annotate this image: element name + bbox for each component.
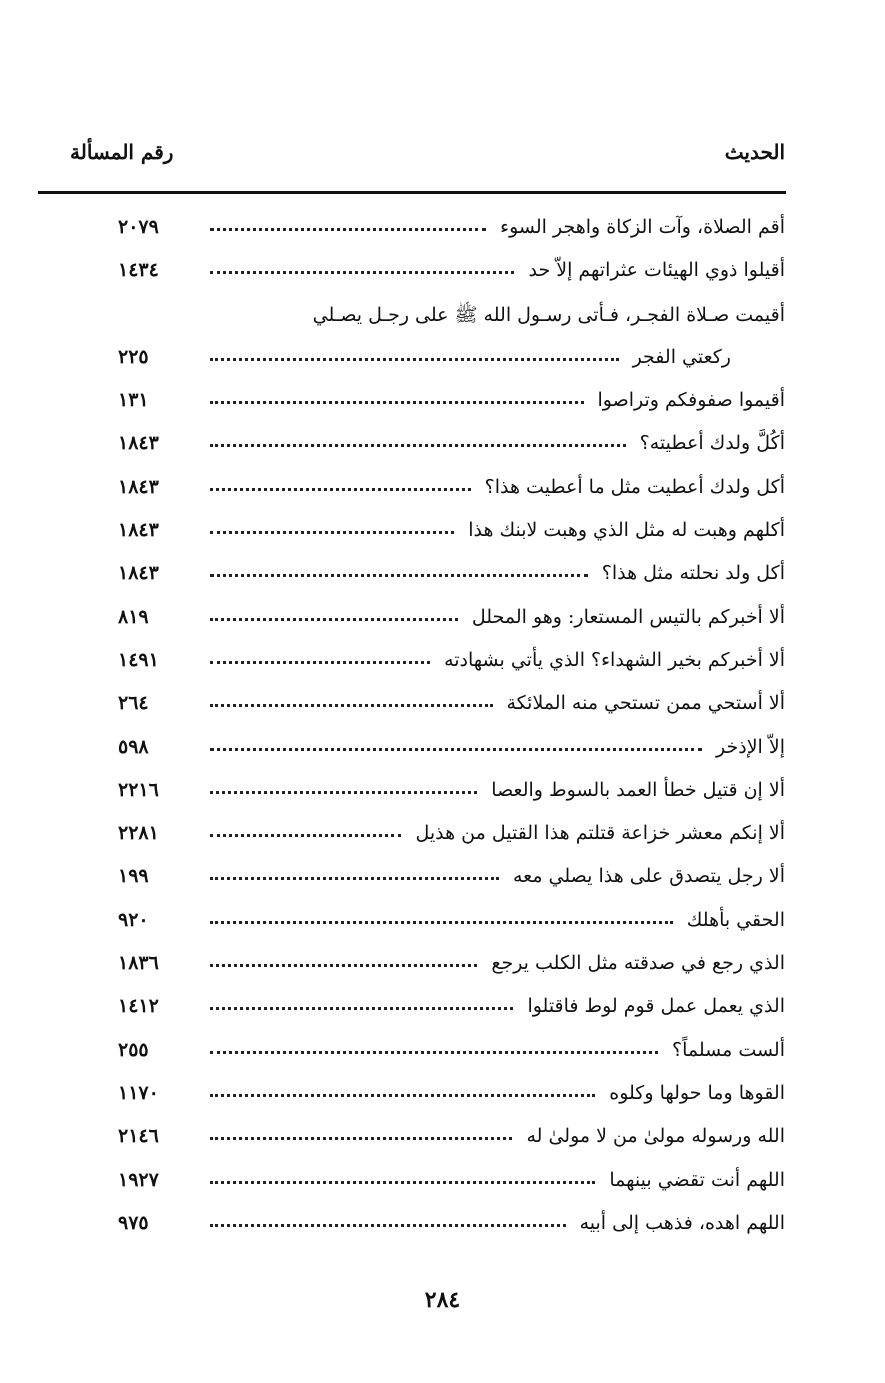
issue-number: ١٣١ (118, 389, 149, 412)
dot-leader (210, 618, 458, 621)
dot-leader (210, 964, 477, 967)
index-entry-row (40, 1119, 785, 1162)
issue-number: ١٩٩ (118, 865, 149, 888)
dot-leader (210, 228, 486, 231)
hadith-text: الذي يعمل عمل قوم لوط فاقتلوا (527, 995, 785, 1018)
dot-leader (210, 271, 514, 274)
index-entry-row (40, 773, 785, 816)
issue-number: ٢٢٨١ (118, 822, 159, 845)
issue-number: ١٤٩١ (118, 648, 159, 671)
hadith-text: ألا أخبركم بخير الشهداء؟ الذي يأتي بشهادته (444, 648, 785, 671)
dot-leader (210, 401, 584, 404)
hadith-text: أكلهم وهبت له مثل الذي وهبت لابنك هذا (468, 519, 785, 542)
issue-number: ٩٧٥ (118, 1211, 149, 1234)
index-entry-row (40, 210, 785, 253)
issue-number: ١٨٤٣ (118, 475, 159, 498)
index-entry-row (40, 816, 785, 859)
dot-leader (210, 531, 454, 534)
issue-number: ٢٢٥ (118, 345, 149, 368)
dot-leader (210, 488, 471, 491)
issue-number: ٨١٩ (118, 605, 149, 628)
hadith-text: ألست مسلماً؟ (672, 1038, 785, 1061)
hadith-text: ألا إنكم معشر خزاعة قتلتم هذا القتيل من هذيل (415, 822, 785, 845)
hadith-text: أقيموا صفوفكم وتراصوا (597, 389, 785, 412)
issue-number: ٢٦٤ (118, 692, 149, 715)
issue-number: ١٨٤٣ (118, 519, 159, 542)
hadith-text: ألا أخبركم بالتيس المستعار: وهو المحلل (471, 605, 785, 628)
dot-leader (210, 791, 477, 794)
dot-leader (210, 1051, 658, 1054)
hadith-text: اللهم اهده، فذهب إلى أبيه (579, 1211, 785, 1234)
header-divider (38, 191, 786, 194)
index-entry-row (40, 470, 785, 513)
hadith-text: القوها وما حولها وكلوه (609, 1081, 785, 1104)
hadith-text: اللهم أنت تقضي بينهما (609, 1168, 785, 1191)
index-entry-row (40, 859, 785, 902)
table-header (40, 140, 785, 176)
dot-leader (210, 1137, 512, 1140)
dot-leader (210, 748, 702, 751)
dot-leader (210, 921, 673, 924)
issue-number: ١٨٣٦ (118, 952, 159, 975)
dot-leader (210, 704, 493, 707)
index-entry-row (40, 600, 785, 643)
hadith-text: ألا إن قتيل خطأ العمد بالسوط والعصا (491, 778, 785, 801)
number-column-heading: رقم المسألة (70, 140, 174, 164)
index-entry-row (40, 946, 785, 989)
index-entry-row (40, 1206, 785, 1249)
hadith-text: أقم الصلاة، وآت الزكاة واهجر السوء (500, 216, 785, 238)
issue-number: ٢٢١٦ (118, 778, 159, 801)
dot-leader (210, 661, 430, 664)
issue-number: ١٩٢٧ (118, 1168, 159, 1191)
dot-leader (210, 1094, 595, 1097)
issue-number: ٥٩٨ (118, 735, 149, 758)
hadith-text: الذي رجع في صدقته مثل الكلب يرجع (491, 952, 785, 975)
index-entries (40, 210, 785, 1249)
issue-number: ٩٢٠ (118, 908, 149, 931)
index-entry-row (40, 253, 785, 296)
dot-leader (210, 1181, 595, 1184)
issue-number: ٢٠٧٩ (118, 216, 159, 238)
issue-number: ١٤١٢ (118, 995, 159, 1018)
index-entry-row (40, 383, 785, 426)
issue-number: ١٨٤٣ (118, 432, 159, 455)
index-entry-row (40, 426, 785, 469)
issue-number: ٢٥٥ (118, 1038, 149, 1061)
index-entry-row (40, 686, 785, 729)
index-entry-row (40, 989, 785, 1032)
index-entry-row (40, 643, 785, 686)
hadith-text: أكل ولد نحلته مثل هذا؟ (601, 562, 785, 585)
hadith-text: أقيمت صـلاة الفجـر، فـأتى رسـول الله ﷺ على رجـل يصـلي (312, 303, 785, 326)
index-entry-row (40, 903, 785, 946)
index-entry-row (40, 1163, 785, 1206)
page-number: ٢٨٤ (424, 1287, 461, 1313)
hadith-column-heading: الحديث (724, 140, 785, 164)
index-entry-row (40, 340, 785, 383)
dot-leader (210, 834, 401, 837)
issue-number: ٢١٤٦ (118, 1125, 159, 1148)
index-entry-row (40, 730, 785, 773)
issue-number: ١٨٤٣ (118, 562, 159, 585)
issue-number: ١١٧٠ (118, 1081, 159, 1104)
issue-number: ١٤٣٤ (118, 259, 159, 282)
hadith-text: ألا رجل يتصدق على هذا يصلي معه (512, 865, 785, 888)
dot-leader (210, 358, 619, 361)
hadith-text: ألا أستحي ممن تستحي منه الملائكة (506, 692, 785, 715)
hadith-text: الله ورسوله مولىٰ من لا مولىٰ له (526, 1125, 785, 1148)
hadith-text: ركعتي الفجر (632, 345, 731, 368)
index-entry-row (40, 1076, 785, 1119)
index-entry-row (40, 1033, 785, 1076)
dot-leader (210, 877, 499, 880)
hadith-text: إلاّ الإذخر (716, 735, 785, 758)
index-entry-row (40, 556, 785, 599)
dot-leader (210, 1224, 566, 1227)
dot-leader (210, 574, 588, 577)
hadith-text: أكُلَّ ولدك أعطيته؟ (639, 432, 785, 455)
hadith-text: أقيلوا ذوي الهيئات عثراتهم إلاّ حد (528, 259, 785, 282)
dot-leader (210, 1007, 513, 1010)
index-entry-row (40, 513, 785, 556)
hadith-text: الحقي بأهلك (686, 908, 785, 931)
hadith-text: أكل ولدك أعطيت مثل ما أعطيت هذا؟ (484, 475, 785, 498)
dot-leader (210, 444, 626, 447)
index-entry-row (40, 297, 785, 340)
